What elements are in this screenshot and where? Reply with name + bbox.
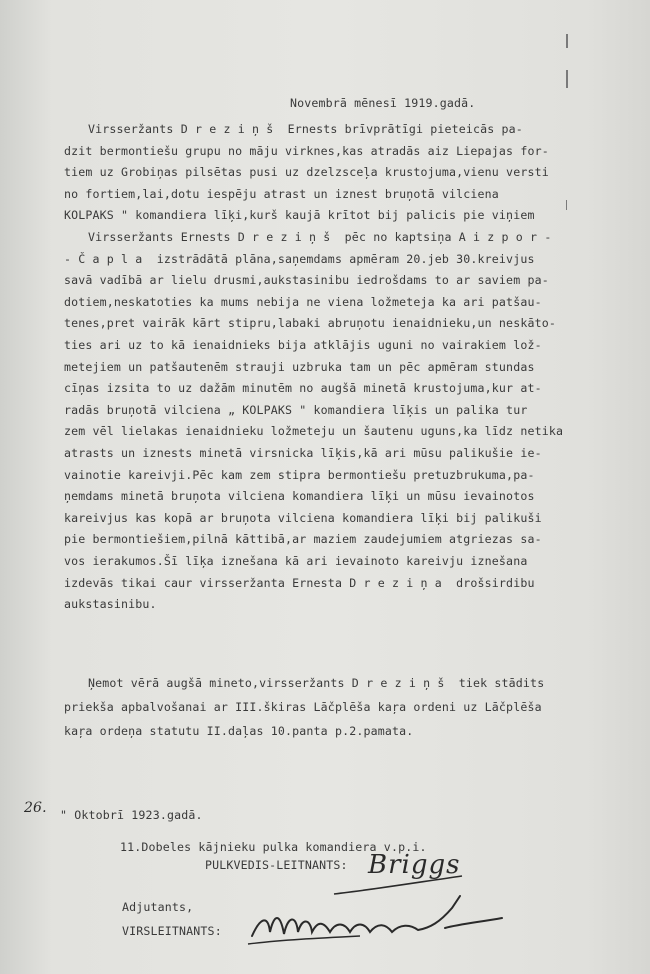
edge-mark	[566, 34, 568, 48]
body-line: KOLPAKS " komandiera līķi,kurš kaujā krītot bij palicis pie viņiem	[64, 208, 535, 223]
body-line: dzit bermontiešu grupu no māju virknes,kas atradās aiz Liepajas for-	[64, 143, 549, 158]
body-line: savā vadībā ar lielu drusmi,aukstasinibu iedrošdams to ar saviem pa-	[64, 273, 549, 288]
body-line: zem vēl lielakas ienaidnieku ložmeteju un šautenu uguns,ka līdz netika	[64, 424, 564, 439]
body-line: kareivjus kas kopā ar bruņota vilciena komandiera līķi bij palikuši	[64, 510, 542, 525]
body-line: izdevās tikai caur virsseržanta Ernesta D r e z i ņ a drošsirdibu	[64, 575, 535, 590]
commander-title: PULKVEDIS-LEITNANTS:	[205, 858, 348, 872]
body-line: tenes,pret vairāk kārt stipru,labaki abruņotu ienaidnieku,un neskāto-	[64, 316, 556, 331]
date-day-handwritten: 26.	[24, 800, 47, 816]
body-line: cīņas izsita to uz dažām minutēm no augšā minetā krustojuma,kur at-	[64, 381, 542, 396]
closing-line: priekša apbalvošanai ar III.škiras Lāčplēša kaŗa ordeni uz Lāčplēša	[64, 700, 542, 714]
body-line: no fortiem,lai,dotu iespēju atrast un iznest bruņotā vilciena	[64, 186, 499, 201]
date-line: " Oktobrī 1923.gadā.	[60, 808, 203, 822]
commander-signature: Briggs	[368, 850, 461, 880]
body-line: vos ierakumos.Šī līķa iznešana kā ari ievainoto kareivju iznešana	[64, 554, 528, 568]
date-header: Novembrā mēnesī 1919.gadā.	[290, 96, 476, 110]
body-line: ņemdams minetā bruņota vilciena komandiera līķi un mūsu ievainotos	[64, 489, 535, 504]
adjutant-title: VIRSLEITNANTS:	[122, 924, 222, 938]
body-line: Virsseržants D r e z i ņ š Ernests brīvprātīgi pieteicās pa-	[88, 122, 523, 136]
body-line: atrasts un iznests minetā virsnicka līķis,kā ari mūsu palikušie ie-	[64, 446, 542, 460]
body-line: radās bruņotā vilciena „ KOLPAKS " komandiera līķis un palika tur	[64, 402, 528, 417]
adjutant-signature	[240, 888, 520, 958]
body-line: pie bermontiešiem,pilnā kāttibā,ar maziem zaudejumiem atgriezas sa-	[64, 532, 542, 547]
body-line: vainotie kareivji.Pēc kam zem stipra bermontiešu pretuzbrukuma,pa-	[64, 467, 535, 482]
edge-mark	[566, 70, 568, 88]
body-line: aukstasinibu.	[64, 597, 157, 612]
body-line: ties ari uz to kā ienaidnieks bija atklājis uguni no vairakiem lož-	[64, 338, 542, 352]
body-line: dotiem,neskatoties ka mums nebija ne viena ložmeteja ka ari patšau-	[64, 294, 542, 309]
body-line: metejiem un patšautenēm strauji uzbruka tam un pēc apmēram stundas	[64, 359, 535, 374]
edge-mark	[566, 200, 567, 210]
closing-line: kaŗa ordeņa statutu II.daļas 10.panta p.2.pamata.	[64, 724, 414, 738]
closing-line: Ņemot vērā augšā mineto,virsseržants D r e z i ņ š tiek stādits	[88, 676, 545, 690]
body-line: - Č a p l a izstrādātā plāna,saņemdams apmēram 20.jeb 30.kreivjus	[64, 251, 535, 266]
body-line: tiem uz Grobiņas pilsētas pusi uz dzelzsceļa krustojuma,vienu versti	[64, 165, 549, 180]
unit-line: 11.Dobeles kājnieku pulka komandiera v.p.i.	[120, 840, 427, 854]
adjutant-label: Adjutants,	[122, 900, 194, 914]
body-line: Virsseržants Ernests D r e z i ņ š pēc no kaptsiņa A i z p o r -	[88, 230, 552, 244]
